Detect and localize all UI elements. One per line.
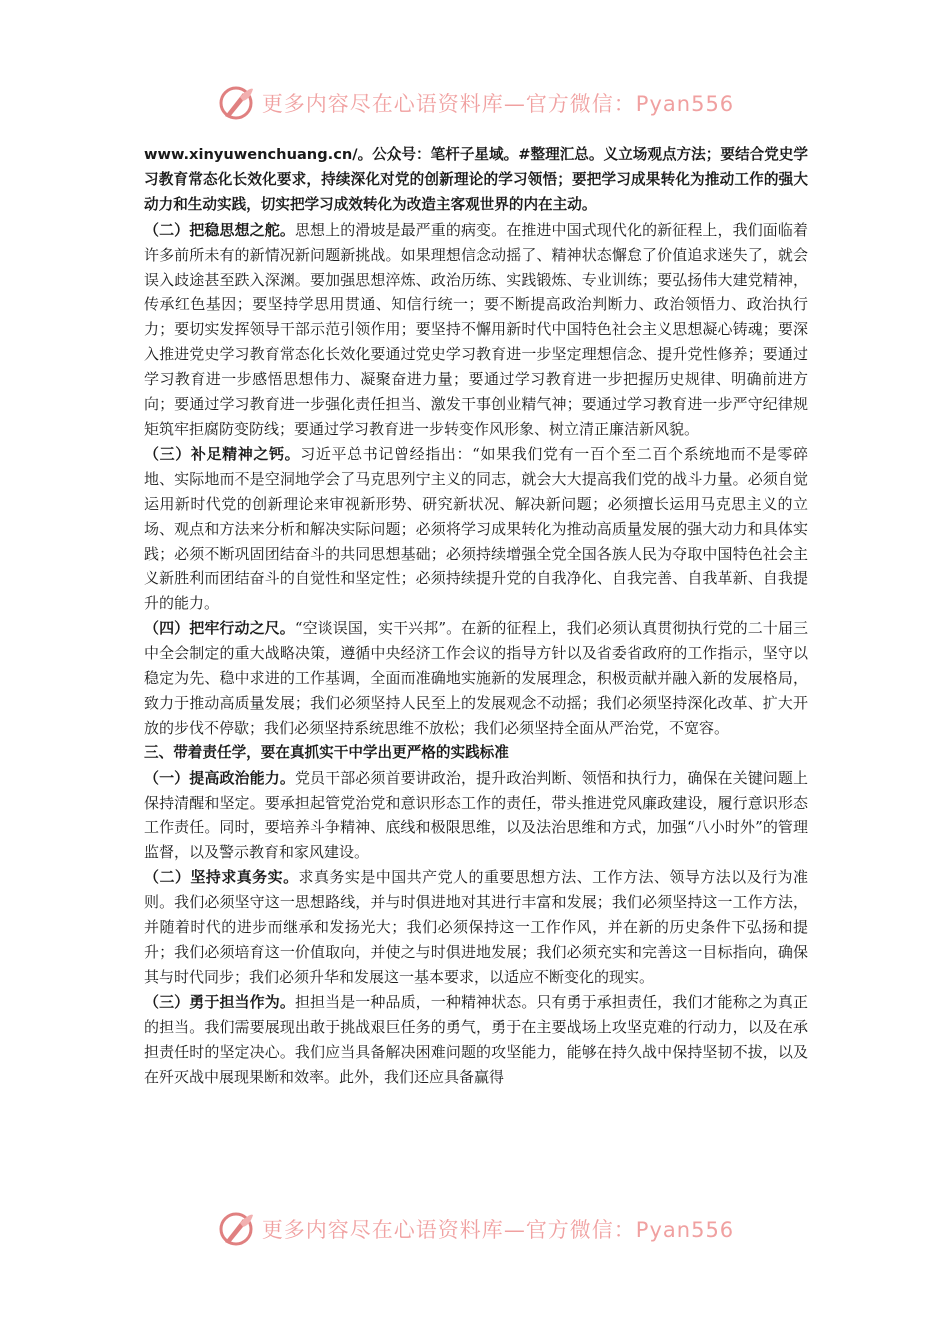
banner-text xyxy=(262,88,734,118)
document-body xyxy=(144,143,808,1089)
paragraph-keyword: （四）把牢行动之尺。 xyxy=(144,619,295,638)
paragraph-keyword: （二）把稳思想之舵。 xyxy=(144,220,295,239)
paragraph-keyword: （三）补足精神之钙。 xyxy=(144,444,301,463)
banner-wechat: 官方微信：Pyan556 xyxy=(525,1218,735,1242)
paragraph-section-2-2 xyxy=(144,218,808,442)
quill-logo-icon xyxy=(216,1209,256,1249)
paragraph-section-2-4 xyxy=(144,616,808,741)
paragraph-keyword: （三）勇于担当作为。 xyxy=(144,992,295,1011)
paragraph-intro xyxy=(144,143,808,218)
paragraph-keyword: （二）坚持求真务实。 xyxy=(144,868,299,887)
paragraph-text: 求真务实是中国共产党人的重要思想方法、工作方法、领导方法以及行为准则。我们必须坚守这一思想路线，并与时俱进地对其进行丰富和发展；我们必须坚持这一工作方法，并随着时代的进步而继承和发扬光大；我们必须保持这一工作作风，并在新的历史条件下弘扬和提升；我们必须培育这一价值取向，并使之与时俱进地发展；我们必须充实和完善这一目标指向，确保其与时代同步；我们必须升华和发展这一基本要求，以适应不断变化的现实。 xyxy=(144,868,808,986)
banner-text xyxy=(262,1214,734,1244)
quill-logo-icon xyxy=(216,83,256,123)
paragraph-text: www.xinyuwenchuang.cn/。公众号：笔杆子星域。#整理汇总。义立场观点方法；要结合党史学习教育常态化长效化要求，持续深化对党的创新理论的学习领悟；要把学习成果转化为推动工作的强大动力和生动实践，切实把学习成效转化为改造主客观世界的内在主动。 xyxy=(144,146,808,213)
paragraph-section-3-3 xyxy=(144,990,808,1090)
paragraph-section-3-2 xyxy=(144,865,808,990)
paragraph-text: “空谈误国，实干兴邦”。在新的征程上，我们必须认真贯彻执行党的二十届三中全会制定的重大战略决策，遵循中央经济工作会议的指导方针以及省委省政府的工作指示，坚守以稳定为先、稳中求进的工作基调，全面而准确地实施新的发展理念，积极贡献并融入新的发展格局，致力于推动高质量发展；我们必须坚持人民至上的发展观念不动摇；我们必须坚持深化改革、扩大开放的步伐不停歇；我们必须坚持系统思维不放松；我们必须坚持全面从严治党，不宽容。 xyxy=(144,619,808,737)
banner-title: 更多内容尽在心语资料库 xyxy=(261,92,504,116)
banner-title: 更多内容尽在心语资料库 xyxy=(261,1218,504,1242)
banner-wechat: 官方微信：Pyan556 xyxy=(525,92,735,116)
paragraph-text: 习近平总书记曾经指出：“如果我们党有一百个至二百个系统地而不是零碎地、实际地而不是空洞地学会了马克思列宁主义的同志，就会大大提高我们党的战斗力量。必须自觉运用新时代党的创新理论来审视新形势、研究新状况、解决新问题；必须擅长运用马克思主义的立场、观点和方法来分析和解决实际问题；必须将学习成果转化为推动高质量发展的强大动力和具体实践；必须不断巩固团结奋斗的共同思想基础；必须持续增强全党全国各族人民为夺取中国特色社会主义新胜利而团结奋斗的自觉性和坚定性；必须持续提升党的自我净化、自我完善、自我革新、自我提升的能力。 xyxy=(144,444,809,613)
paragraph-keyword: （一）提高政治能力。 xyxy=(144,768,295,787)
banner-dash: — xyxy=(503,92,526,116)
header-banner xyxy=(0,81,950,125)
paragraph-section-2-3 xyxy=(144,442,808,616)
paragraph-section-3-1 xyxy=(144,766,808,866)
section-heading-3 xyxy=(144,741,808,766)
paragraph-text: 担担当是一种品质，一种精神状态。只有勇于承担责任，我们才能称之为真正的担当。我们需要展现出敢于挑战艰巨任务的勇气，勇于在主要战场上攻坚克难的行动力，以及在承担责任时的坚定决心。我们应当具备解决困难问题的攻坚能力，能够在持久战中保持坚韧不拔，以及在歼灭战中展现果断和效率。此外，我们还应具备赢得 xyxy=(144,992,808,1086)
paragraph-text: 党员干部必须首要讲政治，提升政治判断、领悟和执行力，确保在关键问题上保持清醒和坚定。要承担起管党治党和意识形态工作的责任，带头推进党风廉政建设，履行意识形态工作责任。同时，要培养斗争精神、底线和极限思维，以及法治思维和方式，加强“八小时外”的管理监督，以及警示教育和家风建设。 xyxy=(144,768,808,862)
paragraph-text: 思想上的滑坡是最严重的病变。在推进中国式现代化的新征程上，我们面临着许多前所未有的新情况新问题新挑战。如果理想信念动摇了、精神状态懈怠了价值追求迷失了，就会误入歧途甚至跌入深渊。要加强思想淬炼、政治历练、实践锻炼、专业训练；要弘扬伟大建党精神，传承红色基因；要坚持学思用贯通、知信行统一；要不断提高政治判断力、政治领悟力、政治执行力；要切实发挥领导干部示范引领作用；要坚持不懈用新时代中国特色社会主义思想凝心铸魂；要深入推进党史学习教育常态化长效化要通过党史学习教育进一步坚定理想信念、提升党性修养；要通过学习教育进一步感悟思想伟力、凝聚奋进力量；要通过学习教育进一步把握历史规律、明确前进方向；要通过学习教育进一步强化责任担当、激发干事创业精气神；要通过学习教育进一步严守纪律规矩筑牢拒腐防变防线；要通过学习教育进一步转变作风形象、树立清正廉洁新风貌。 xyxy=(144,220,808,438)
heading-text: 三、带着责任学，要在真抓实干中学出更严格的实践标准 xyxy=(144,743,509,761)
footer-banner xyxy=(0,1207,950,1251)
banner-dash: — xyxy=(503,1218,526,1242)
